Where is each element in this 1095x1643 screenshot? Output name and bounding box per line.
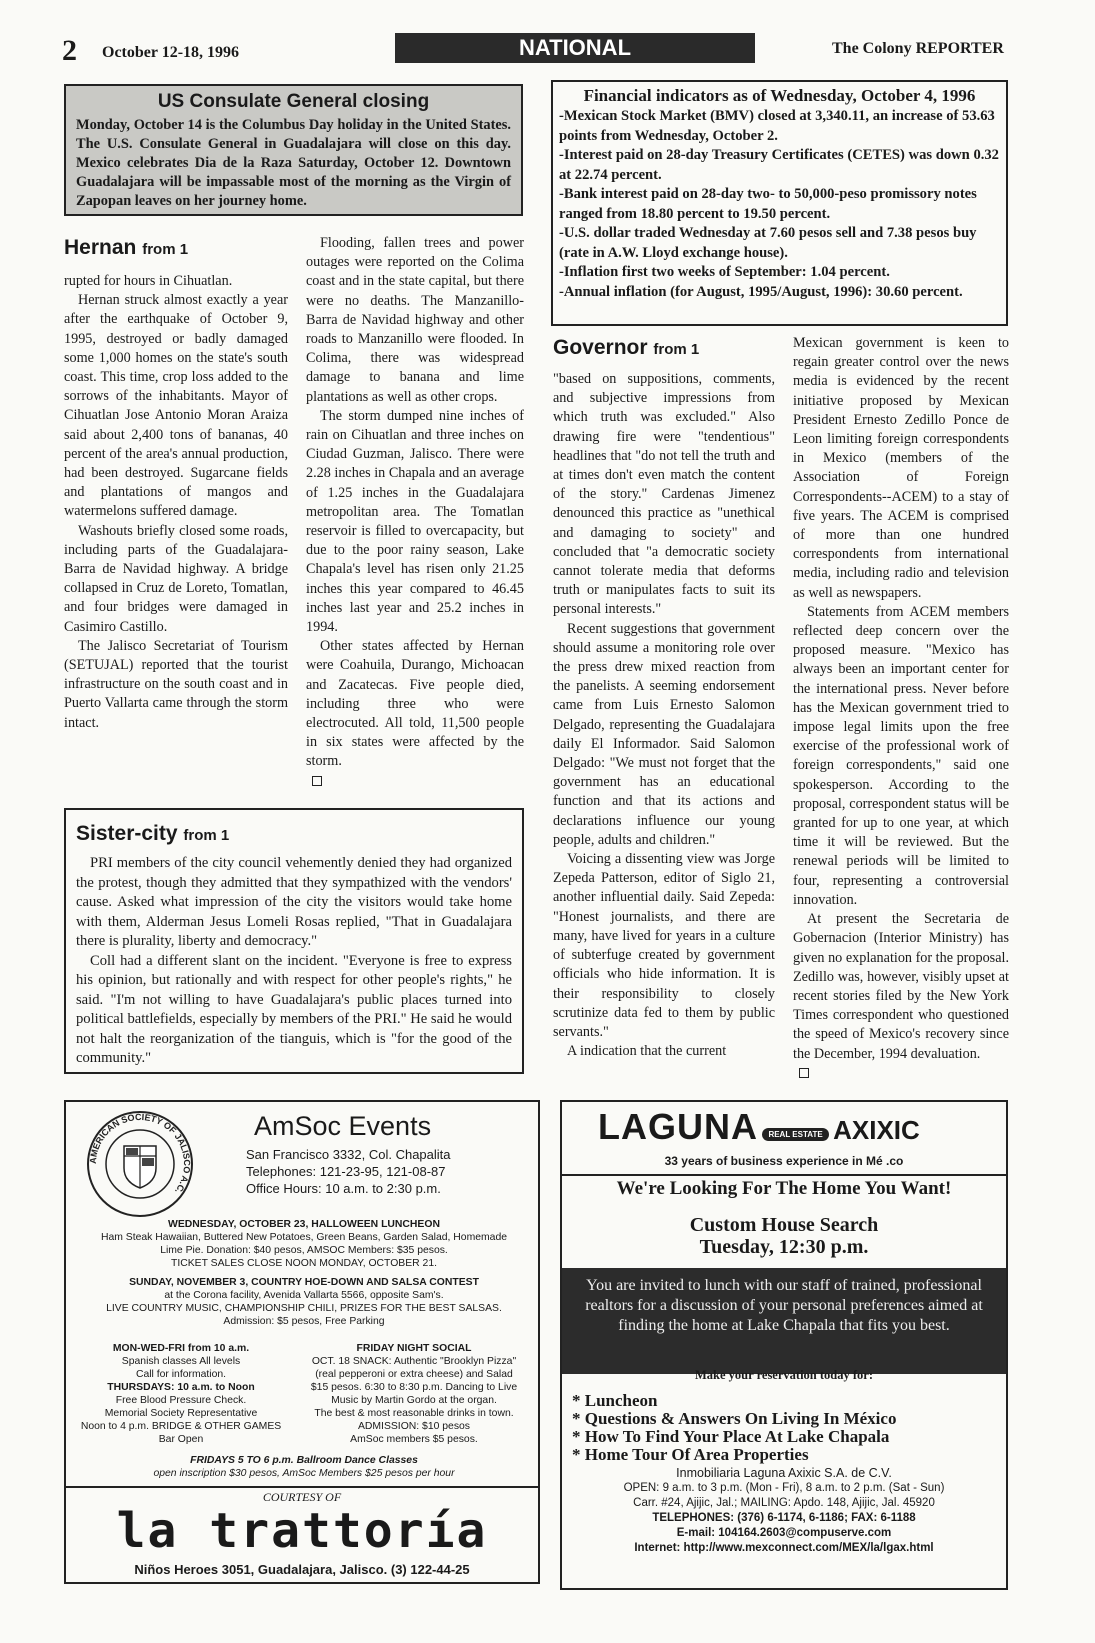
hernan-para: Other states affected by Hernan were Coahuila, Durango, Michoacan and Zacatecas. Five people died, including three who were electrocuted. All told, 11,500 people in six states were affected by the storm. [306, 638, 524, 770]
laguna-address: Carr. #24, Ajijic, Jal.; MAILING: Apdo. 148, Ajijic, Jal. 45920 [633, 1497, 935, 1509]
laguna-open: OPEN: 9 a.m. to 3 p.m. (Mon - Fri), 8 a.m. to 2 p.m. (Sat - Sun) [623, 1482, 945, 1494]
amsoc-friday-line: OCT. 18 SNACK: Authentic "Brooklyn Pizza" [311, 1356, 517, 1367]
hernan-column-2 [306, 234, 524, 790]
governor-para: Mexican government is keen to regain greater control over the news media is evidenced by the recent initiative proposed by Mexican President Ernesto Zedillo Ponce de Leon limiting foreign correspondents in Mexico (members of the Association of Foreign Correspondents--ACEM) to a stay of five years. The ACEM is comprised of more than one hundred correspondents from international media, including radio and television as well as newspapers. [793, 335, 1009, 601]
amsoc-friday-line: AmSoc members $5 pesos. [350, 1434, 478, 1445]
laguna-email: E-mail: 104164.2603@compuserve.com [676, 1527, 892, 1539]
financial-item: -Inflation first two weeks of September: 1.04 percent. [559, 264, 890, 280]
hernan-para: Hernan struck almost exactly a year after the earthquake of October 9, 1995, destroyed or badly damaged some 1,000 homes on the state's south coast. This time, crop loss added to the sorrows of the inhabitants. Mayor of Cihuatlan Jose Antonio Moran Araiza said about 2,400 tons of bananas, 40 percent of the area's annual production, had been destroyed. Sugarcane fields and plantations of mangos and watermelons suffered damage. [64, 292, 288, 520]
financial-item: -U.S. dollar traded Wednesday at 7.60 pesos sell and 7.38 pesos buy (rate in A.W. Lloyd exchange house). [559, 225, 977, 261]
laguna-logo [598, 1108, 998, 1146]
laguna-bullet: * Questions & Answers On Living In México [572, 1409, 897, 1428]
amsoc-dance-line: open inscription $30 pesos, AmSoc Members $25 pesos per hour [153, 1468, 455, 1479]
governor-para: "based on suppositions, comments, and subjective impressions from which truth was excluded." Also drawing fire were "tendentious" headlines that "do not tell the truth and at times don't even match the content of the story." Cardenas Jimenez denounced this practice as "unethical and damaging to society" and concluded that "a democratic society cannot tolerate media that deforms truth or manipulates facts to suit its personal interests." [553, 371, 775, 618]
hernan-kicker [64, 236, 188, 260]
amsoc-hours: Office Hours: 10 a.m. to 2:30 p.m. [246, 1181, 441, 1196]
laguna-headline: We're Looking For The Home You Want! [616, 1178, 952, 1199]
laguna-ad [560, 1100, 1008, 1590]
laguna-search-time: Tuesday, 12:30 p.m. [699, 1236, 869, 1258]
hernan-para: The storm dumped nine inches of rain on Cihuatlan and three inches on Ciudad Guzman, Jalisco. There were 2.28 inches in Chapala and an average of 1.25 inches in the Guadalajara metropolitan area. The Tomatlan reservoir is filled to overcapacity, but due to the poor rainy season, Lake Chapala's level has risen only 21.25 inches this year compared to 46.45 inches last year and 25.2 inches in 1994. [306, 407, 524, 636]
sister-city-title: Sister-city [76, 822, 178, 845]
amsoc-dance [74, 1454, 534, 1480]
hernan-para: rupted for hours in Cihuatlan. [64, 273, 233, 289]
laguna-contact [562, 1466, 1006, 1556]
sister-city-jump: from 1 [183, 827, 230, 844]
laguna-bullet-text: Home Tour Of Area Properties [584, 1445, 809, 1464]
governor-jump: from 1 [653, 341, 700, 358]
financial-item: -Interest paid on 28-day Treasury Certificates (CETES) was down 0.32 at 22.74 percent. [559, 147, 999, 183]
financial-item: -Mexican Stock Market (BMV) closed at 3,340.11, an increase of 53.63 points from Wednesday, October 2. [559, 108, 995, 144]
laguna-bullet: * Home Tour Of Area Properties [572, 1445, 809, 1464]
amsoc-friday-line: (real pepperoni or extra cheese) and Salad [315, 1369, 513, 1380]
amsoc-weekly-heading: MON-WED-FRI from 10 a.m. [112, 1343, 250, 1354]
consulate-body: Monday, October 14 is the Columbus Day holiday in the United States. The U.S. Consulate General in Guadalajara will close on this day. Mexico celebrates Dia de la Raza Saturday, October 12. Downtown Guadalajara will be impassable most of the morning as the Virgin of Zapopan leaves on her journey home. [76, 117, 511, 209]
laguna-phones: TELEPHONES: (376) 6-1174, 6-1186; FAX: 6-1188 [652, 1512, 916, 1524]
publication-name: The Colony REPORTER [832, 40, 1004, 57]
sister-city-kicker [76, 822, 512, 846]
laguna-company: Inmobiliaria Laguna Axixic S.A. de C.V. [676, 1466, 892, 1480]
amsoc-address: San Francisco 3332, Col. Chapalita [246, 1147, 451, 1162]
trattoria-logo: la trattoría [116, 1503, 488, 1559]
consulate-notice [64, 84, 523, 216]
governor-para: Recent suggestions that government should assume a monitoring role over the press drew mixed reaction from the panelists. A seeming endorsement came from Luis Ernesto Salomon Delgado, representing the Guadalajara daily El Informador. Said Salomon Delgado: "We must not forget that the government has an educational function and that its actions and declarations influence our young people, adults and children." [553, 620, 775, 848]
amsoc-event-line: Lime Pie. Donation: $40 pesos, AMSOC Members: $35 pesos. [160, 1245, 448, 1256]
amsoc-weekly [74, 1342, 288, 1446]
amsoc-event-line: Admission: $5 pesos, Free Parking [223, 1316, 385, 1327]
amsoc-ad [64, 1100, 540, 1584]
amsoc-seal-icon [84, 1108, 196, 1220]
hernan-column-1 [64, 272, 288, 733]
amsoc-event-line: TICKET SALES CLOSE NOON MONDAY, OCTOBER 21. [171, 1258, 437, 1269]
laguna-reserve: Make your reservation today for: [695, 1368, 873, 1382]
amsoc-weekly-line: Call for information. [135, 1369, 227, 1380]
sister-city-box [64, 808, 524, 1074]
issue-date: October 12-18, 1996 [102, 44, 240, 61]
governor-title: Governor [553, 336, 648, 359]
amsoc-dance-line: FRIDAYS 5 TO 6 p.m. Ballroom Dance Classes [190, 1455, 418, 1466]
amsoc-friday-social [292, 1342, 536, 1446]
amsoc-weekly-line: Free Blood Pressure Check. [115, 1395, 247, 1406]
hernan-title: Hernan [64, 236, 137, 259]
laguna-divider [562, 1174, 1006, 1176]
sister-city-para: PRI members of the city council vehemently denied they had organized the protest, though they admitted that they sympathized with the vendors' cause. Asked what impression of the city the visitors would take home with them, Alderman Jesus Lomeli Rosas replied, "That in Guadalajara there is plurality, liberty and democracy." [76, 855, 512, 949]
amsoc-seal-text: AMERICAN SOCIETY OF JALISCO A.C. [87, 1111, 193, 1196]
laguna-search-title: Custom House Search [689, 1214, 879, 1236]
amsoc-weekly-line: Noon to 4 p.m. BRIDGE & OTHER GAMES [80, 1421, 282, 1432]
amsoc-events [74, 1218, 534, 1328]
laguna-logo-badge: REAL ESTATE [762, 1128, 828, 1141]
laguna-bullet: * How To Find Your Place At Lake Chapala [572, 1427, 890, 1446]
governor-column-1 [553, 370, 775, 1061]
amsoc-divider [66, 1486, 538, 1488]
laguna-bullet-text: Questions & Answers On Living In México [584, 1409, 897, 1428]
amsoc-event-line: at the Corona facility, Avenida Vallarta 5566, opposite Sam's. [164, 1290, 444, 1301]
courtesy-label: COURTESY OF [262, 1490, 342, 1504]
governor-para: Voicing a dissenting view was Jorge Zepeda Patterson, editor of Siglo 21, another influential daily. Said Zepeda: "Honest journalists, and there are many, have lived for years in a culture of subterfuge created by government officials who hide information. It is their responsibility to closely scrutinize data fed to them by public servants." [553, 851, 775, 1040]
section-banner: NATIONAL [395, 33, 755, 63]
laguna-bullets [572, 1392, 1002, 1464]
amsoc-friday-heading: FRIDAY NIGHT SOCIAL [356, 1343, 472, 1354]
laguna-logo-right: AXIXIC [833, 1115, 920, 1145]
amsoc-phones: Telephones: 121-23-95, 121-08-87 [246, 1164, 446, 1179]
governor-para: A indication that the current [567, 1043, 727, 1060]
governor-para: At present the Secretaria de Gobernacion (Interior Ministry) has given no explanation for the proposal. Zedillo was, however, visibly upset at recent stories filed by the New York Times correspondent who questioned the speed of Mexico's recovery since the December, 1994 devaluation. [793, 911, 1009, 1062]
financial-indicators [551, 80, 1008, 326]
laguna-internet: Internet: http://www.mexconnect.com/MEX/la/lgax.html [634, 1542, 934, 1554]
amsoc-friday-line: $15 pesos. 6:30 to 8:30 p.m. Dancing to Live [310, 1382, 518, 1393]
end-mark-icon [799, 1068, 809, 1078]
laguna-logo-left: LAGUNA [598, 1106, 758, 1147]
end-mark-icon [312, 776, 322, 786]
trattoria-address: Niños Heroes 3051, Guadalajara, Jalisco. (3) 122-44-25 [134, 1562, 470, 1577]
hernan-para: Washouts briefly closed some roads, including parts of the Guadalajara-Barra de Navidad highway. A bridge collapsed in Cruz de Loreto, Tomatlan, and four bridges were damaged in Casimiro Castillo. [64, 522, 288, 635]
amsoc-weekly-line: Spanish classes All levels [121, 1356, 241, 1367]
hernan-para: The Jalisco Secretariat of Tourism (SETUJAL) reported that the tourist infrastructure on the south coast and in Puerto Vallarta came through the storm intact. [64, 637, 288, 731]
amsoc-contact [246, 1146, 451, 1197]
financial-item: -Bank interest paid on 28-day two- to 50,000-peso promissory notes ranged from 18.80 percent to 19.50 percent. [559, 186, 977, 222]
laguna-tagline: 33 years of business experience in Mé .co [664, 1154, 904, 1168]
amsoc-weekly-line: Memorial Society Representative [104, 1408, 258, 1419]
governor-para: Statements from ACEM members reflected deep concern over the proposed measure. "Mexico has always been an important center for the international press. Never before has the Mexican government tried to impose legal limits upon the free exercise of the professional work of foreign correspondents," said one spokesperson. According to the proposal, correspondent status will be granted for up to one year, at which time it will be reviewed. But the renewal periods will be limited to four, representing a controversial innovation. [793, 603, 1009, 908]
amsoc-weekly-line: THURSDAYS: 10 a.m. to Noon [107, 1382, 255, 1393]
amsoc-friday-line: ADMISSION: $10 pesos [357, 1421, 471, 1432]
financial-title: Financial indicators as of Wednesday, October 4, 1996 [583, 86, 976, 105]
hernan-para: Flooding, fallen trees and power outages were reported on the Colima coast and in the state capital, but there were no deaths. The Manzanillo-Barra de Navidad highway and other roads to Manzanillo were flooded. In Colima, there was widespread damage to banana and lime plantations as well as other crops. [306, 235, 524, 405]
governor-kicker [553, 336, 699, 360]
amsoc-event-heading: SUNDAY, NOVEMBER 3, COUNTRY HOE-DOWN AND SALSA CONTEST [129, 1277, 479, 1288]
amsoc-friday-line: Music by Martin Gordo at the organ. [331, 1395, 497, 1406]
amsoc-event-line: Ham Steak Hawaiian, Buttered New Potatoes, Green Beans, Garden Salad, Homemade [100, 1232, 508, 1243]
amsoc-event-line: LIVE COUNTRY MUSIC, CHAMPIONSHIP CHILI, PRIZES FOR THE BEST SALSAS. [106, 1303, 502, 1314]
laguna-invite: You are invited to lunch with our staff of trained, professional realtors for a discussion of your personal preferences aimed at finding the home at Lake Chapala that fits you best. [562, 1268, 1006, 1374]
amsoc-title: AmSoc Events [254, 1111, 432, 1141]
page-number: 2 [62, 34, 77, 67]
laguna-bullet-text: How To Find Your Place At Lake Chapala [584, 1427, 890, 1446]
sister-city-para: Coll had a different slant on the incident. "Everyone is free to express his opinion, but rationally and with respect for other people's rights," he said. "I'm not willing to have Guadalajara's public places turned into political battlefields, especially by members of the PRI." He said he would not halt the reorganization of the tianguis, which is "for the good of the community." [76, 952, 512, 1066]
consulate-title: US Consulate General closing [157, 91, 430, 112]
financial-item: -Annual inflation (for August, 1995/August, 1996): 30.60 percent. [559, 283, 963, 300]
amsoc-weekly-line: Bar Open [158, 1434, 204, 1445]
amsoc-event-heading: WEDNESDAY, OCTOBER 23, HALLOWEEN LUNCHEON [168, 1219, 440, 1230]
amsoc-friday-line: The best & most reasonable drinks in town. [314, 1408, 514, 1419]
laguna-bullet-text: Luncheon [584, 1391, 658, 1410]
hernan-jump: from 1 [142, 241, 189, 258]
governor-column-2 [793, 334, 1009, 1082]
laguna-bullet: * Luncheon [572, 1391, 658, 1410]
